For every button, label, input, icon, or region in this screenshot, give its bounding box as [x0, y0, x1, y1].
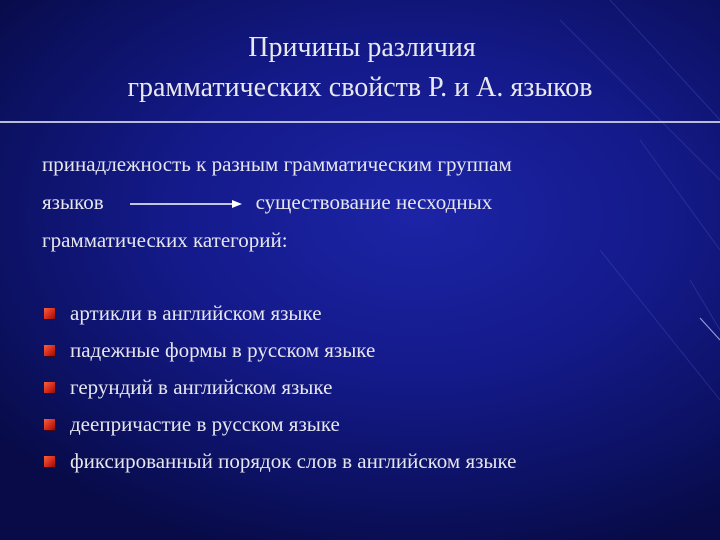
list-item: [44, 332, 704, 369]
square-bullet-icon: [44, 419, 55, 430]
intro-line-2-left: языков: [42, 190, 104, 214]
list-item: [44, 443, 704, 480]
right-arrow-icon: [130, 197, 242, 211]
intro-line-2: [42, 183, 702, 221]
bullet-list: [44, 295, 704, 480]
list-item: [44, 406, 704, 443]
intro-text: [42, 145, 702, 259]
intro-line-2-right: существование несходных: [255, 190, 493, 214]
list-item: [44, 295, 704, 332]
list-item-text: герундий в английском языке: [70, 375, 333, 399]
square-bullet-icon: [44, 456, 55, 467]
intro-line-1: принадлежность к разным грамматическим группам: [42, 152, 512, 176]
title-line-2: грамматических свойств Р. и А. языков: [127, 72, 593, 103]
list-item-text: артикли в английском языке: [70, 301, 322, 325]
square-bullet-icon: [44, 382, 55, 393]
title-divider: [0, 121, 720, 123]
intro-line-3: грамматических категорий:: [42, 228, 288, 252]
list-item: [44, 369, 704, 406]
square-bullet-icon: [44, 308, 55, 319]
list-item-text: фиксированный порядок слов в английском языке: [70, 449, 517, 473]
title-line-1: Причины различия: [248, 32, 476, 63]
square-bullet-icon: [44, 345, 55, 356]
list-item-text: падежные формы в русском языке: [70, 338, 376, 362]
list-item-text: деепричастие в русском языке: [70, 412, 340, 436]
slide-title: [0, 28, 720, 108]
